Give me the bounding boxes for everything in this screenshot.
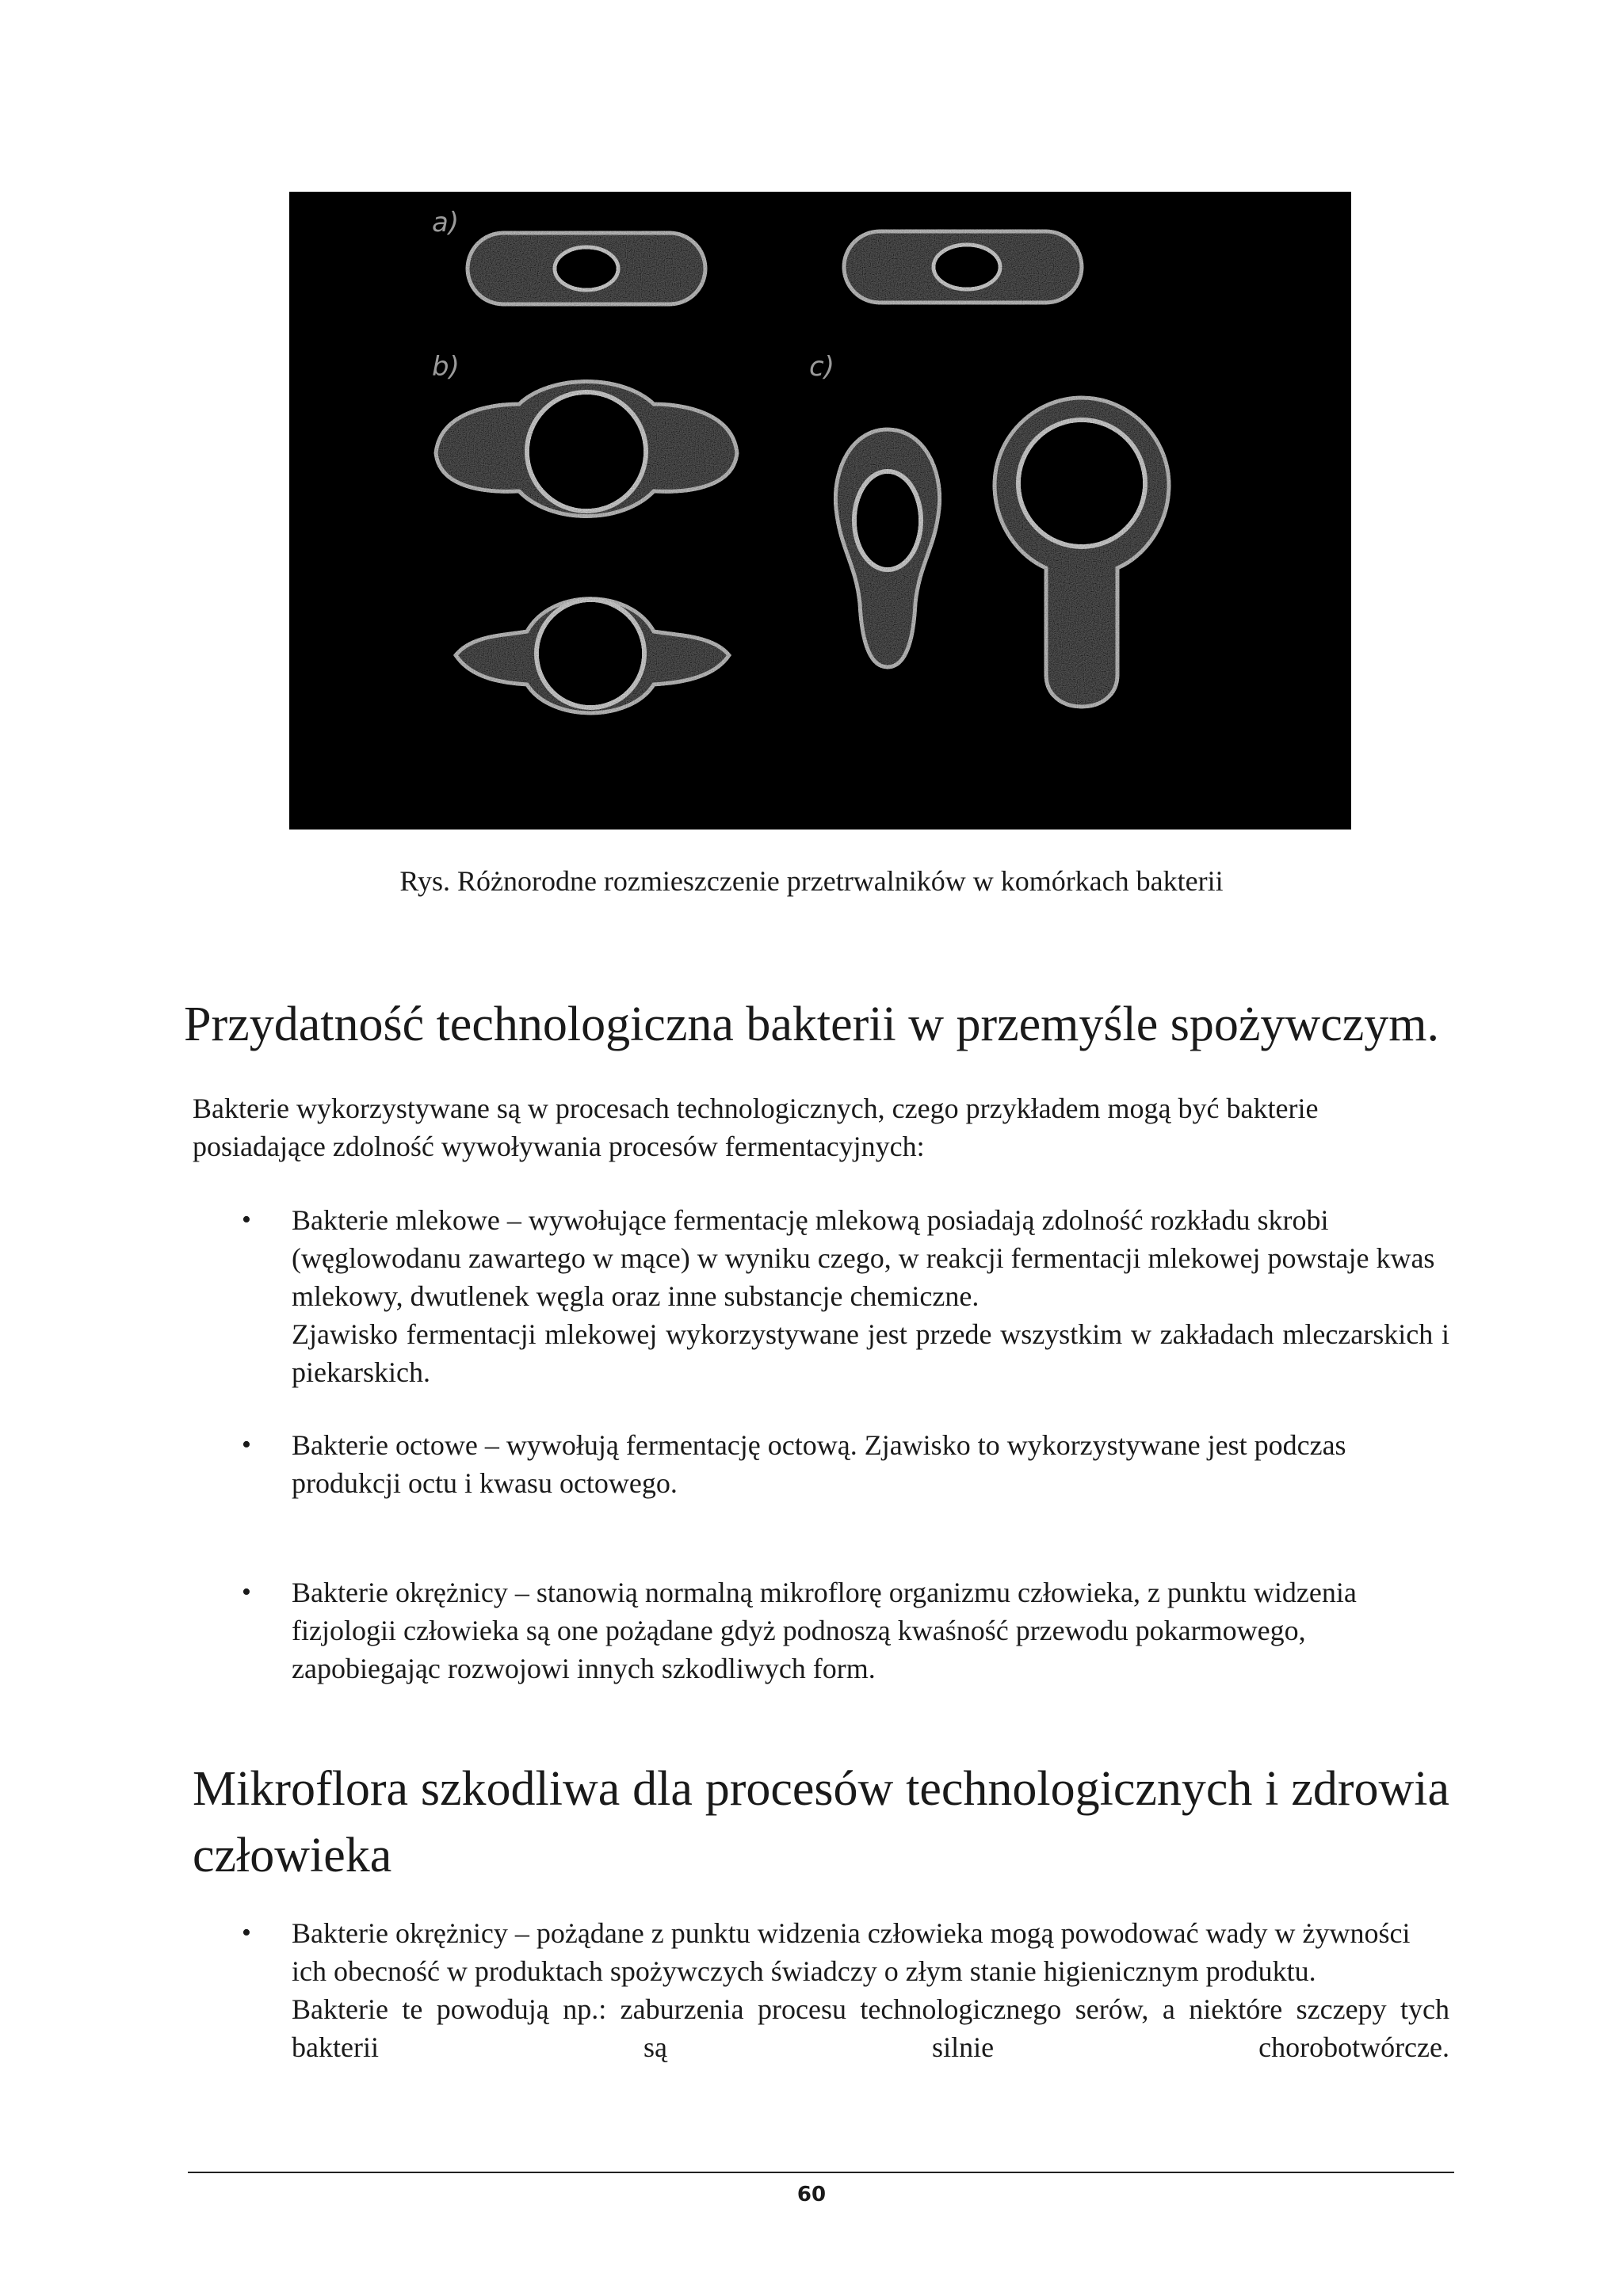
spindle-cell-spore bbox=[835, 429, 939, 667]
label-a: a) bbox=[432, 207, 460, 238]
list-item-text: Bakterie mlekowe – wywołujące fermentację mlekową posiadają zdolność rozkładu skrobi (węglowodanu zawartego w mące) w wyniku czego, w reakcji fermentacji mlekowej powstaje kwas mlekowy, dwutlenek węgla oraz inne substancje chemiczne. bbox=[292, 1204, 1435, 1312]
list-item bbox=[193, 1201, 1449, 1391]
bullet-icon: • bbox=[242, 1430, 251, 1459]
section-heading-harmful-microflora: Mikroflora szkodliwa dla procesów technologicznych i zdrowia człowieka bbox=[193, 1762, 1449, 1882]
bullet-icon: • bbox=[242, 1205, 251, 1234]
bacteria-list-colon bbox=[193, 1573, 1449, 1688]
bacteria-list-useful bbox=[193, 1201, 1449, 1391]
list-item bbox=[193, 1914, 1449, 2066]
rod-cell-central-spore-2 bbox=[844, 231, 1082, 303]
spore-illustration bbox=[289, 192, 1351, 830]
figure-caption: Rys. Różnorodne rozmieszczenie przetrwalników w komórkach bakterii bbox=[399, 865, 1224, 897]
clostridium-cell-2 bbox=[456, 599, 729, 713]
label-c: c) bbox=[809, 351, 834, 383]
bacteria-spore-figure bbox=[289, 192, 1351, 830]
list-item-text-continued: Bakterie te powodują np.: zaburzenia procesu technologicznego serów, a niektóre szczepy tych bakterii są silnie chorobotwórcze. bbox=[292, 1993, 1449, 2063]
footer-divider bbox=[188, 2172, 1454, 2173]
bacteria-list-harmful bbox=[193, 1914, 1449, 2066]
list-item bbox=[193, 1426, 1449, 1502]
page-number: 60 bbox=[796, 2183, 827, 2206]
bullet-icon: • bbox=[242, 1577, 251, 1607]
list-item-text: Bakterie octowe – wywołują fermentację octową. Zjawisko to wykorzystywane jest podczas produkcji octu i kwasu octowego. bbox=[292, 1429, 1346, 1499]
clostridium-cell-1 bbox=[436, 382, 737, 517]
rod-cell-central-spore-1 bbox=[468, 233, 705, 304]
list-item-text: Bakterie okrężnicy – pożądane z punktu widzenia człowieka mogą powodować wady w żywności ich obecność w produktach spożywczych świadczy o złym stanie higienicznym produktu. bbox=[292, 1917, 1411, 1987]
drumstick-cell-spore bbox=[995, 398, 1169, 707]
list-item-text: Bakterie okrężnicy – stanowią normalną mikroflorę organizmu człowieka, z punktu widzenia fizjologii człowieka są one pożądane gdyż podnoszą kwaśność przewodu pokarmowego, zapobiegając rozwojowi innych szkodliwych form. bbox=[292, 1577, 1357, 1684]
section-heading-technological-usefulness: Przydatność technologiczna bakterii w przemyśle spożywczym. bbox=[184, 997, 1439, 1051]
label-b: b) bbox=[432, 351, 460, 383]
bacteria-list-acetic bbox=[193, 1426, 1449, 1502]
bullet-icon: • bbox=[242, 1918, 251, 1947]
list-item-text-continued: Zjawisko fermentacji mlekowej wykorzystywane jest przede wszystkim w zakładach mleczarskich i piekarskich. bbox=[292, 1318, 1449, 1388]
section-intro-paragraph: Bakterie wykorzystywane są w procesach technologicznych, czego przykładem mogą być bakterie posiadające zdolność wywoływania procesów fermentacyjnych: bbox=[193, 1093, 1319, 1162]
list-item bbox=[193, 1573, 1449, 1688]
